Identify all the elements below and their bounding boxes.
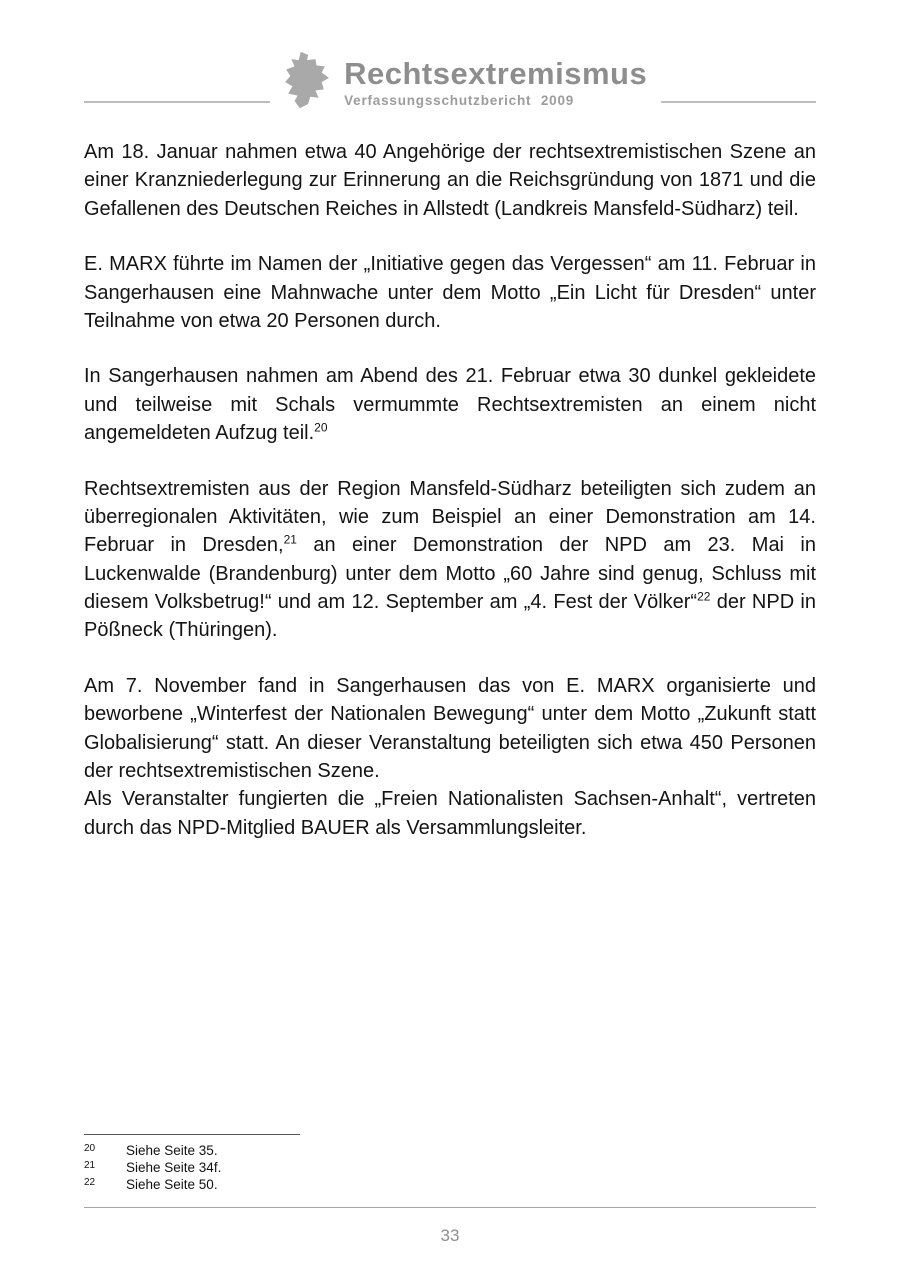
footnote-text: Siehe Seite 35. — [126, 1143, 218, 1158]
report-subtitle: Verfassungsschutzbericht 2009 — [344, 93, 575, 108]
saxony-anhalt-map-icon — [284, 50, 330, 110]
paragraph — [84, 475, 816, 645]
paragraph-text: Am 7. November fand in Sangerhausen das von E. MARX organisierte und beworbene „Winterfest der Nationalen Bewegung“ unter dem Motto „Zukunft statt Globalisierung“ statt. An dieser Veranstaltung beteiligten sich etwa 450 Personen der rechtsextremistischen Szene. — [84, 674, 816, 783]
paragraph-text: E. MARX führte im Namen der „Initiative gegen das Vergessen“ am 11. Februar in Sangerhausen eine Mahnwache unter dem Motto „Ein Licht für Dresden“ unter Teilnahme von etwa 20 Personen durch. — [84, 253, 816, 332]
footnote-marker: 21 — [84, 1160, 96, 1171]
footnote-ref: 21 — [283, 532, 297, 547]
paragraph-text: der NPD in Pößneck (Thüringen). — [84, 591, 816, 642]
footnote-marker: 22 — [84, 1177, 96, 1188]
footnote-marker: 20 — [84, 1143, 96, 1154]
footnote — [84, 1159, 816, 1176]
footnote — [84, 1176, 816, 1193]
paragraph — [84, 785, 816, 842]
page-header — [84, 34, 816, 112]
report-brand-text — [344, 58, 647, 110]
paragraph — [84, 250, 816, 335]
footnote-separator — [84, 1134, 300, 1135]
report-title: Rechtsextremismus — [344, 56, 648, 91]
footnotes-list — [84, 1142, 816, 1193]
footnote-ref: 20 — [314, 420, 328, 435]
footnote — [84, 1142, 816, 1159]
paragraph-text: an einer Demonstration der NPD am 23. Mai in Luckenwalde (Brandenburg) unter dem Motto „60 Jahre sind genug, Schluss mit diesem Volksbetrug!“ und am 12. September am „4. Fest der Völker“ — [84, 534, 816, 614]
body-text — [84, 138, 816, 842]
report-brand — [270, 50, 661, 110]
paragraph-text: In Sangerhausen nahmen am Abend des 21. Februar etwa 30 dunkel gekleidete und teilweise mit Schals vermummte Rechtsextremisten an einem nicht angemeldeten Aufzug teil. — [84, 365, 816, 445]
paragraph — [84, 138, 816, 223]
footnote-text: Siehe Seite 50. — [126, 1177, 218, 1192]
footnotes-section — [84, 1134, 816, 1207]
paragraph-text: Rechtsextremisten aus der Region Mansfeld-Südharz beteiligten sich zudem an überregionalen Aktivitäten, wie zum Beispiel an einer Demonstration am 14. Februar in Dresden, — [84, 477, 816, 557]
footnote-text: Siehe Seite 34f. — [126, 1160, 222, 1175]
page-number: 33 — [440, 1226, 460, 1245]
page-footer — [84, 1207, 816, 1272]
paragraph — [84, 362, 816, 447]
footnote-ref: 22 — [697, 589, 711, 604]
paragraph-text: Als Veranstalter fungierten die „Freien Nationalisten Sachsen-Anhalt“, vertreten durch das NPD-Mitglied BAUER als Versammlungsleiter. — [84, 788, 816, 839]
paragraph-text: Am 18. Januar nahmen etwa 40 Angehörige der rechtsextremistischen Szene an einer Kranzniederlegung zur Erinnerung an die Reichsgründung von 1871 und die Gefallenen des Deutschen Reiches in Allstedt (Landkreis Mansfeld-Südharz) teil. — [84, 141, 816, 220]
paragraph — [84, 672, 816, 786]
